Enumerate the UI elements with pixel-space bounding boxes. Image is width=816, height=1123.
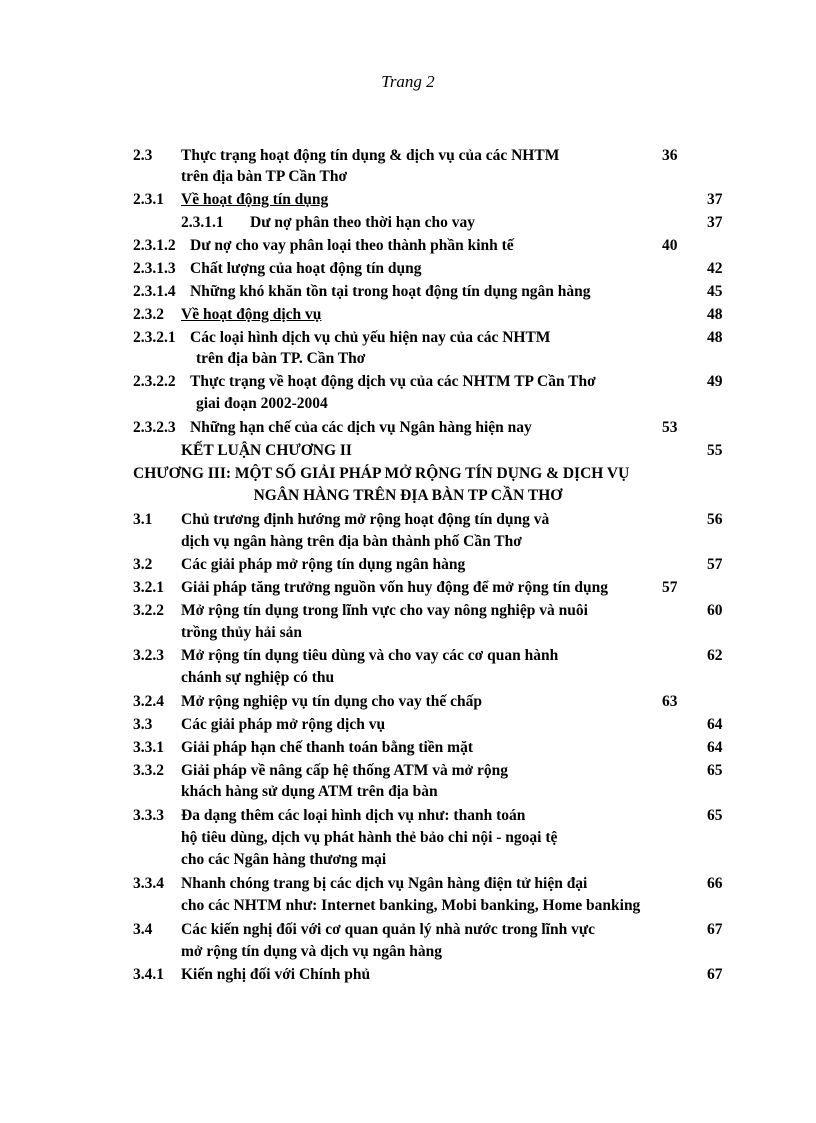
toc-entry-title: Kiến nghị đối với Chính phủ: [181, 966, 371, 983]
toc-entry-title: Nhanh chóng trang bị các dịch vụ Ngân hàng điện tử hiện đại: [181, 875, 588, 892]
toc-entry: [0, 645, 816, 667]
toc-entry: [0, 371, 816, 393]
toc-entry: [0, 304, 816, 326]
toc-entry: [0, 554, 816, 576]
toc-entry-page: 45: [707, 283, 723, 300]
toc-entry: [0, 805, 816, 827]
toc-entry: [0, 531, 816, 553]
toc-entry-number: 3.4: [133, 921, 153, 938]
toc-entry-number: 3.3.1: [133, 739, 164, 756]
toc-entry: [0, 189, 816, 211]
toc-entry-title: Mở rộng nghiệp vụ tín dụng cho vay thế chấp: [181, 693, 482, 710]
toc-entry: [0, 166, 816, 188]
toc-entry-title: hộ tiêu dùng, dịch vụ phát hành thẻ bảo chi nội - ngoại tệ: [181, 829, 558, 846]
toc-entry: [0, 895, 816, 917]
toc-entry-title: khách hàng sử dụng ATM trên địa bàn: [181, 783, 438, 800]
toc-entry-page: 48: [707, 329, 723, 346]
toc-entry-title: Giải pháp tăng trưởng nguồn vốn huy động để mở rộng tín dụng: [181, 579, 609, 596]
toc-entry-title: giai đoạn 2002-2004: [196, 395, 328, 412]
toc-entry-title: Về hoạt động tín dụng: [181, 191, 329, 208]
toc-entry-title: Về hoạt động dịch vụ: [181, 306, 322, 323]
toc-entry: [0, 600, 816, 622]
toc-entry-number: 2.3.2.1: [133, 329, 176, 346]
toc-entry-number: 2.3.1: [133, 191, 164, 208]
toc-entry: [0, 919, 816, 941]
toc-entry: [0, 393, 816, 415]
toc-entry-page: 63: [662, 693, 678, 710]
toc-entry-title: Thực trạng hoạt động tín dụng & dịch vụ của các NHTM: [181, 147, 560, 164]
toc-entry-number: 2.3: [133, 147, 153, 164]
toc-entry-page: 66: [707, 875, 723, 892]
toc-entry-page: 67: [707, 966, 723, 983]
toc-entry: [0, 714, 816, 736]
toc-entry-title: Các giải pháp mở rộng tín dụng ngân hàng: [181, 556, 466, 573]
toc-entry: [0, 417, 816, 439]
toc-entry-page: 57: [662, 579, 678, 596]
toc-entry-title: trên địa bàn TP. Cần Thơ: [196, 350, 366, 367]
toc-entry: [0, 145, 816, 167]
toc-entry-title: cho các NHTM như: Internet banking, Mobi banking, Home banking: [181, 897, 641, 914]
toc-entry-page: 67: [707, 921, 723, 938]
toc-entry-title: trên địa bàn TP Cần Thơ: [181, 168, 348, 185]
toc-entry-number: 2.3.1.1: [181, 214, 224, 231]
toc-entry-page: 57: [707, 556, 723, 573]
toc-entry-number: 3.4.1: [133, 966, 164, 983]
toc-entry-title: Các kiến nghị đối với cơ quan quản lý nhà nước trong lĩnh vực: [181, 921, 596, 938]
toc-entry-title: CHƯƠNG III: MỘT SỐ GIẢI PHÁP MỞ RỘNG TÍN DỤNG & DỊCH VỤ: [133, 465, 630, 482]
toc-entry: [0, 849, 816, 871]
toc-entry-page: 62: [707, 647, 723, 664]
toc-entry-title: Những hạn chế của các dịch vụ Ngân hàng hiện nay: [190, 419, 532, 436]
toc-entry-number: 3.3.3: [133, 807, 164, 824]
toc-entry-title: Những khó khăn tồn tại trong hoạt động tín dụng ngân hàng: [190, 283, 591, 300]
toc-entry: [0, 827, 816, 849]
toc-entry: [0, 463, 816, 485]
toc-entry-title: Chủ trương định hướng mở rộng hoạt động tín dụng và: [181, 511, 550, 528]
toc-entry-page: 65: [707, 762, 723, 779]
toc-entry-title: Mở rộng tín dụng trong lĩnh vực cho vay nông nghiệp và nuôi: [181, 602, 588, 619]
toc-entry: [0, 781, 816, 803]
toc-entry-title: Chất lượng của hoạt động tín dụng: [190, 260, 422, 277]
toc-entry: [0, 509, 816, 531]
toc-entry-page: 56: [707, 511, 723, 528]
toc-entry: [0, 485, 816, 507]
toc-entry-number: 3.2.4: [133, 693, 164, 710]
toc-entry-page: 37: [707, 191, 723, 208]
toc-entry-number: 3.3.4: [133, 875, 164, 892]
toc-entry-number: 2.3.1.4: [133, 283, 176, 300]
toc-entry-title: Các loại hình dịch vụ chủ yếu hiện nay của các NHTM: [190, 329, 551, 346]
toc-entry-number: 2.3.2.3: [133, 419, 176, 436]
toc-entry-title: Giải pháp về nâng cấp hệ thống ATM và mở rộng: [181, 762, 508, 779]
toc-entry: [0, 941, 816, 963]
toc-entry-page: 60: [707, 602, 723, 619]
toc-entry-page: 64: [707, 739, 723, 756]
toc-entry-number: 3.3.2: [133, 762, 164, 779]
toc-entry-page: 49: [707, 373, 723, 390]
toc-entry-title: Đa dạng thêm các loại hình dịch vụ như: thanh toán: [181, 807, 526, 824]
toc-entry-page: 36: [662, 147, 678, 164]
toc-entry-title: mở rộng tín dụng và dịch vụ ngân hàng: [181, 943, 442, 960]
toc-entry-title: Các giải pháp mở rộng dịch vụ: [181, 716, 386, 733]
toc-entry-page: 53: [662, 419, 678, 436]
toc-entry: [0, 258, 816, 280]
toc-entry-number: 2.3.2.2: [133, 373, 176, 390]
toc-entry: [0, 760, 816, 782]
toc-entry-title: dịch vụ ngân hàng trên địa bàn thành phố Cần Thơ: [181, 533, 522, 550]
toc-entry-title: NGÂN HÀNG TRÊN ĐỊA BÀN TP CẦN THƠ: [253, 487, 563, 504]
toc-entry-page: 37: [707, 214, 723, 231]
toc-entry-title: KẾT LUẬN CHƯƠNG II: [181, 442, 352, 459]
toc-entry: [0, 348, 816, 370]
toc-entry: [0, 737, 816, 759]
toc-entry: [0, 235, 816, 257]
toc-entry-page: 64: [707, 716, 723, 733]
toc-entry: [0, 577, 816, 599]
toc-entry-page: 40: [662, 237, 678, 254]
toc-entry-number: 2.3.2: [133, 306, 164, 323]
toc-entry-number: 3.2.3: [133, 647, 164, 664]
toc-entry-title: Giải pháp hạn chế thanh toán bằng tiền mặt: [181, 739, 473, 756]
toc-entry-number: 3.2.1: [133, 579, 164, 596]
toc-entry-title: Thực trạng về hoạt động dịch vụ của các NHTM TP Cần Thơ: [190, 373, 596, 390]
toc-entry: [0, 440, 816, 462]
toc-entry: [0, 873, 816, 895]
toc-entry-title: Mở rộng tín dụng tiêu dùng và cho vay các cơ quan hành: [181, 647, 559, 664]
toc-entry-title: cho các Ngân hàng thương mại: [181, 851, 387, 868]
toc-entry-page: 42: [707, 260, 723, 277]
toc-entry: [0, 691, 816, 713]
toc-entry-title: trồng thủy hải sản: [181, 624, 303, 641]
toc-entry-number: 3.3: [133, 716, 153, 733]
toc-entry-title: Dư nợ phân theo thời hạn cho vay: [250, 214, 476, 231]
toc-entry-number: 3.2: [133, 556, 153, 573]
toc-entry: [0, 964, 816, 986]
toc-entry-number: 3.2.2: [133, 602, 164, 619]
toc-entry: [0, 212, 816, 234]
toc-entry-number: 2.3.1.2: [133, 237, 176, 254]
toc-entry-page: 48: [707, 306, 723, 323]
toc-entry-number: 3.1: [133, 511, 153, 528]
toc-entry-title: Dư nợ cho vay phân loại theo thành phần kinh tế: [190, 237, 514, 254]
toc-entry: [0, 281, 816, 303]
toc-entry-number: 2.3.1.3: [133, 260, 176, 277]
toc-entry-title: chánh sự nghiệp có thu: [181, 669, 335, 686]
toc-entry: [0, 327, 816, 349]
toc-entry-page: 65: [707, 807, 723, 824]
toc-entry: [0, 622, 816, 644]
page-header: Trang 2: [381, 72, 435, 91]
toc-entry: [0, 667, 816, 689]
toc-entry-page: 55: [707, 442, 723, 459]
